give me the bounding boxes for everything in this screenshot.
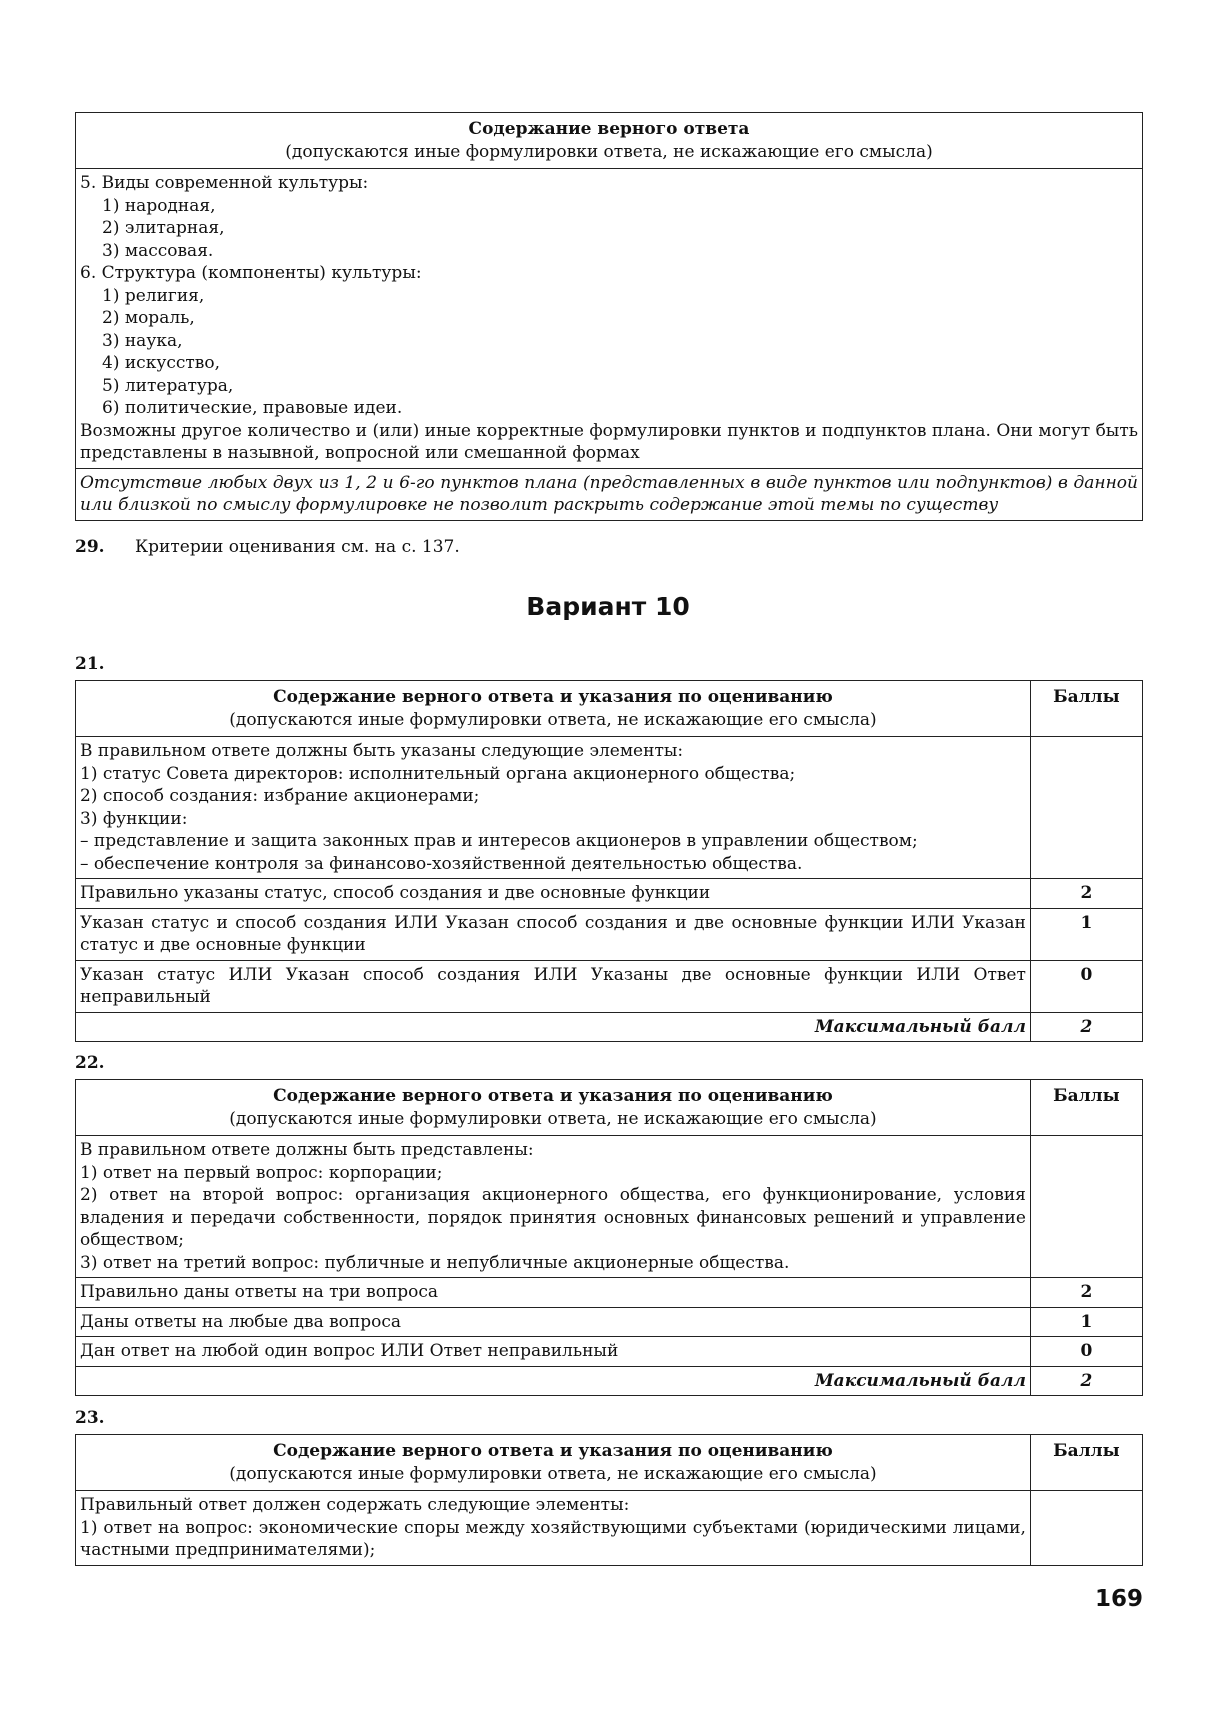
answer-line: – представление и защита законных прав и интересов акционеров в управлении обществом; (80, 831, 918, 851)
question-22-table (75, 1079, 1143, 1396)
item6-point: 5) литература, (102, 375, 234, 396)
points-header: Баллы (1030, 681, 1142, 737)
points-header: Баллы (1030, 1080, 1142, 1136)
item6-point: 1) религия, (102, 285, 205, 306)
criterion-text: Правильно указаны статус, способ создания и две основные функции (76, 879, 1031, 909)
criteria-reference-text: Критерии оценивания см. на с. 137. (135, 537, 460, 557)
top-table-header (76, 113, 1143, 169)
answer-line: В правильном ответе должны быть представлены: (80, 1140, 534, 1160)
criterion-text: Даны ответы на любые два вопроса (76, 1307, 1031, 1337)
criterion-score: 2 (1030, 1278, 1142, 1308)
top-answer-table-wrapper (75, 112, 1143, 521)
criterion-text: Дан ответ на любой один вопрос ИЛИ Ответ неправильный (76, 1337, 1031, 1367)
criterion-score: 2 (1030, 879, 1142, 909)
variant-title: Вариант 10 (526, 592, 690, 621)
content-header-line1: Содержание верного ответа и указания по оцениванию (273, 687, 833, 707)
answer-line: 1) ответ на первый вопрос: корпорации; (80, 1162, 443, 1183)
top-table-content (76, 169, 1143, 469)
criterion-text: Указан статус ИЛИ Указан способ создания ИЛИ Указаны две основные функции ИЛИ Ответ неправильный (76, 960, 1031, 1012)
content-header-line2: (допускаются иные формулировки ответа, не искажающие его смысла) (229, 1463, 877, 1484)
points-header: Баллы (1030, 1435, 1142, 1491)
answer-content (76, 1491, 1031, 1566)
criterion-score: 1 (1030, 1307, 1142, 1337)
content-header (76, 1435, 1031, 1491)
question-number: 21. (75, 654, 105, 674)
content-header-line1: Содержание верного ответа и указания по оцениванию (273, 1441, 833, 1461)
max-score-label: Максимальный балл (76, 1012, 1031, 1042)
answer-line: 2) способ создания: избрание акционерами; (80, 786, 480, 806)
criterion-text: Правильно даны ответы на три вопроса (76, 1278, 1031, 1308)
answer-line: – обеспечение контроля за финансово-хозяйственной деятельностью общества. (80, 853, 803, 874)
item5-point: 3) массовая. (102, 240, 214, 261)
empty-score-cell (1030, 737, 1142, 879)
question-number: 23. (75, 1408, 105, 1428)
content-header (76, 681, 1031, 737)
answer-line: 1) ответ на вопрос: экономические споры между хозяйствующими субъектами (юридическими лицами, частными предпринимателями); (80, 1517, 1026, 1560)
top-header-line2: (допускаются иные формулировки ответа, не искажающие его смысла) (285, 141, 933, 162)
page-number: 169 (1094, 1586, 1143, 1612)
item6-point: 6) политические, правовые идеи. (102, 398, 403, 418)
item5-title: 5. Виды современной культуры: (80, 173, 369, 193)
question-number: 22. (75, 1053, 105, 1073)
empty-score-cell (1030, 1136, 1142, 1278)
possible-variations-text: Возможны другое количество и (или) иные корректные формулировки пунктов и подпунктов плана. Они могут быть представлены в назывной, вопросной или смешанной формах (80, 420, 1138, 463)
content-header (76, 1080, 1031, 1136)
item5-point: 2) элитарная, (102, 218, 225, 238)
answer-content (76, 1136, 1031, 1278)
criterion-text: Указан статус и способ создания ИЛИ Указан способ создания и две основные функции ИЛИ Указан статус и две основные функции (76, 908, 1031, 960)
criteria-reference-29 (75, 537, 460, 557)
max-score-label: Максимальный балл (76, 1366, 1031, 1396)
answer-line: 3) функции: (80, 808, 188, 829)
content-header-line1: Содержание верного ответа и указания по оцениванию (273, 1086, 833, 1106)
empty-score-cell (1030, 1491, 1142, 1566)
item6-point: 4) искусство, (102, 353, 220, 373)
criterion-score: 0 (1030, 960, 1142, 1012)
answer-line: Правильный ответ должен содержать следующие элементы: (80, 1495, 630, 1515)
answer-content (76, 737, 1031, 879)
top-answer-table (75, 112, 1143, 521)
question-21-table (75, 680, 1143, 1042)
max-score-value: 2 (1030, 1366, 1142, 1396)
criterion-score: 1 (1030, 908, 1142, 960)
question-23-block (75, 1408, 1143, 1566)
answer-line: 2) ответ на второй вопрос: организация акционерного общества, его функционирование, условия владения и передачи собственности, порядок принятия основных финансовых решений и управление обществом; (80, 1185, 1026, 1250)
content-header-line2: (допускаются иные формулировки ответа, не искажающие его смысла) (229, 1108, 877, 1129)
answer-line: 1) статус Совета директоров: исполнительный органа акционерного общества; (80, 763, 796, 784)
question-number: 29. (75, 537, 105, 557)
criterion-score: 0 (1030, 1337, 1142, 1367)
item5-point: 1) народная, (102, 195, 216, 216)
question-22-block (75, 1053, 1143, 1396)
answer-line: 3) ответ на третий вопрос: публичные и непубличные акционерные общества. (80, 1252, 790, 1273)
max-score-value: 2 (1030, 1012, 1142, 1042)
question-23-table (75, 1434, 1143, 1566)
item6-point: 3) наука, (102, 330, 183, 351)
top-header-line1: Содержание верного ответа (468, 119, 750, 139)
answer-line: В правильном ответе должны быть указаны следующие элементы: (80, 741, 684, 761)
item6-point: 2) мораль, (102, 308, 195, 328)
question-21-block (75, 654, 1143, 1042)
content-header-line2: (допускаются иные формулировки ответа, не искажающие его смысла) (229, 709, 877, 730)
absence-note: Отсутствие любых двух из 1, 2 и 6-го пунктов плана (представленных в виде пунктов или подпунктов) в данной или близкой по смыслу формулировке не позволит раскрыть содержание этой темы по существу (76, 468, 1143, 520)
item6-title: 6. Структура (компоненты) культуры: (80, 263, 422, 283)
